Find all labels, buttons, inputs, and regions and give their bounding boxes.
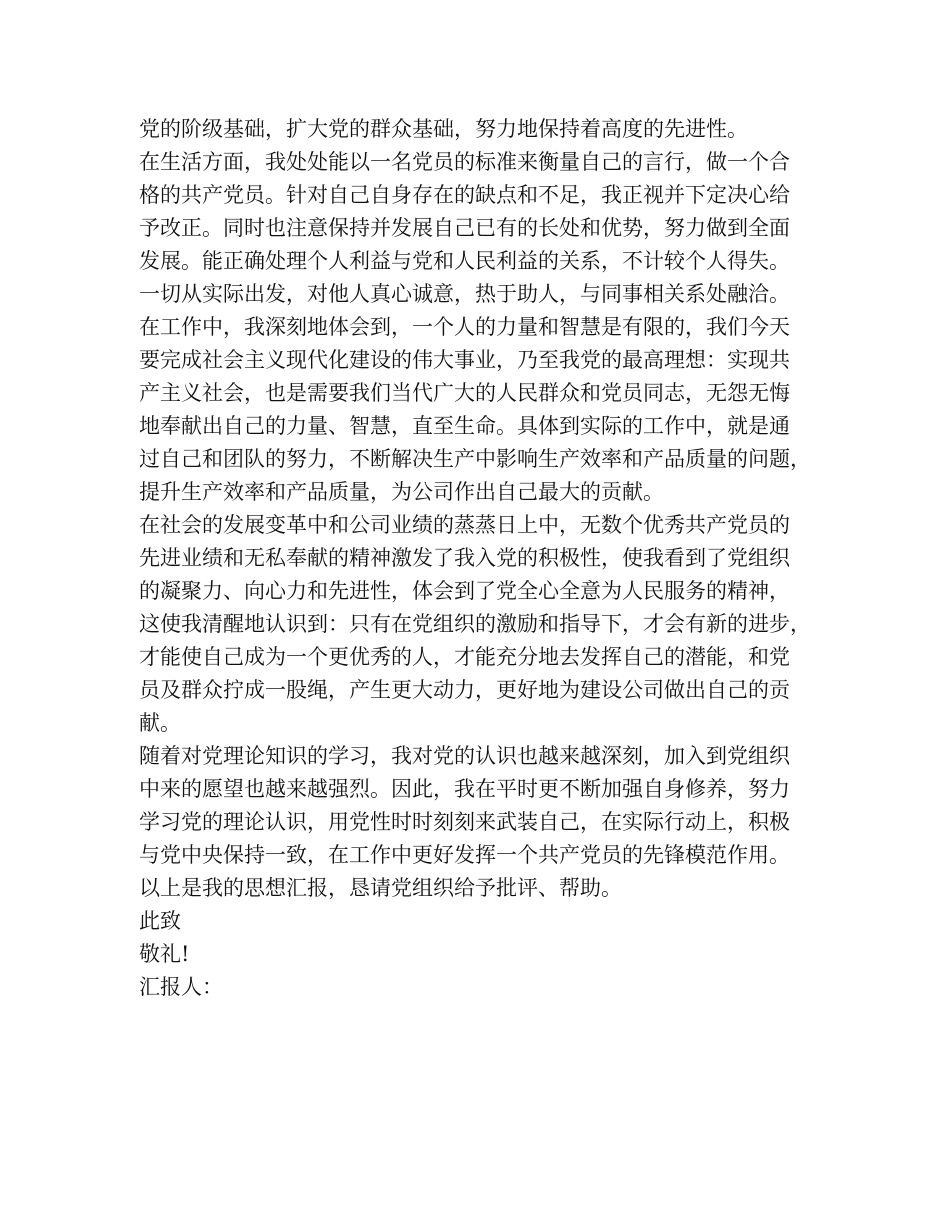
text-line: 这使我清醒地认识到：只有在党组织的激励和指导下，才会有新的进步， <box>139 612 811 636</box>
text-line: 格的共产党员。针对自己自身存在的缺点和不足，我正视并下定决心给 <box>139 183 790 207</box>
closing-regards: 敬礼! <box>139 942 190 966</box>
text-line: 与党中央保持一致，在工作中更好发挥一个共产党员的先锋模范作用。 <box>139 843 790 867</box>
text-line: 在社会的发展变革中和公司业绩的蒸蒸日上中，无数个优秀共产党员的 <box>139 513 790 537</box>
text-line: 在工作中，我深刻地体会到，一个人的力量和智慧是有限的，我们今天 <box>139 315 790 339</box>
text-line: 提升生产效率和产品质量，为公司作出自己最大的贡献。 <box>139 480 664 504</box>
closing-salutation: 此致 <box>139 909 181 933</box>
text-line: 地奉献出自己的力量、智慧，直至生命。具体到实际的工作中，就是通 <box>139 414 790 438</box>
text-line: 予改正。同时也注意保持并发展自己已有的长处和优势，努力做到全面 <box>139 216 790 240</box>
text-line: 过自己和团队的努力，不断解决生产中影响生产效率和产品质量的问题， <box>139 447 811 471</box>
text-line: 党的阶级基础，扩大党的群众基础，努力地保持着高度的先进性。 <box>139 117 748 141</box>
text-line: 以上是我的思想汇报，恳请党组织给予批评、帮助。 <box>139 876 622 900</box>
text-line: 一切从实际出发，对他人真心诚意，热于助人，与同事相关系处融洽。 <box>139 282 790 306</box>
text-line: 学习党的理论认识，用党性时时刻刻来武装自己，在实际行动上，积极 <box>139 810 790 834</box>
document-body <box>139 113 829 1004</box>
text-line: 产主义社会，也是需要我们当代广大的人民群众和党员同志，无怨无悔 <box>139 381 790 405</box>
text-line: 发展。能正确处理个人利益与党和人民利益的关系，不计较个人得失。 <box>139 249 790 273</box>
text-line: 在生活方面，我处处能以一名党员的标准来衡量自己的言行，做一个合 <box>139 150 790 174</box>
text-line: 献。 <box>139 711 181 735</box>
text-line: 才能使自己成为一个更优秀的人，才能充分地去发挥自己的潜能，和党 <box>139 645 790 669</box>
reporter-label: 汇报人： <box>139 975 223 999</box>
text-line: 中来的愿望也越来越强烈。因此，我在平时更不断加强自身修养，努力 <box>139 777 790 801</box>
text-line: 的凝聚力、向心力和先进性，体会到了党全心全意为人民服务的精神， <box>139 579 790 603</box>
text-line: 先进业绩和无私奉献的精神激发了我入党的积极性，使我看到了党组织 <box>139 546 790 570</box>
text-line: 随着对党理论知识的学习，我对党的认识也越来越深刻，加入到党组织 <box>139 744 790 768</box>
text-line: 要完成社会主义现代化建设的伟大事业，乃至我党的最高理想：实现共 <box>139 348 790 372</box>
text-line: 员及群众拧成一股绳，产生更大动力，更好地为建设公司做出自己的贡 <box>139 678 790 702</box>
